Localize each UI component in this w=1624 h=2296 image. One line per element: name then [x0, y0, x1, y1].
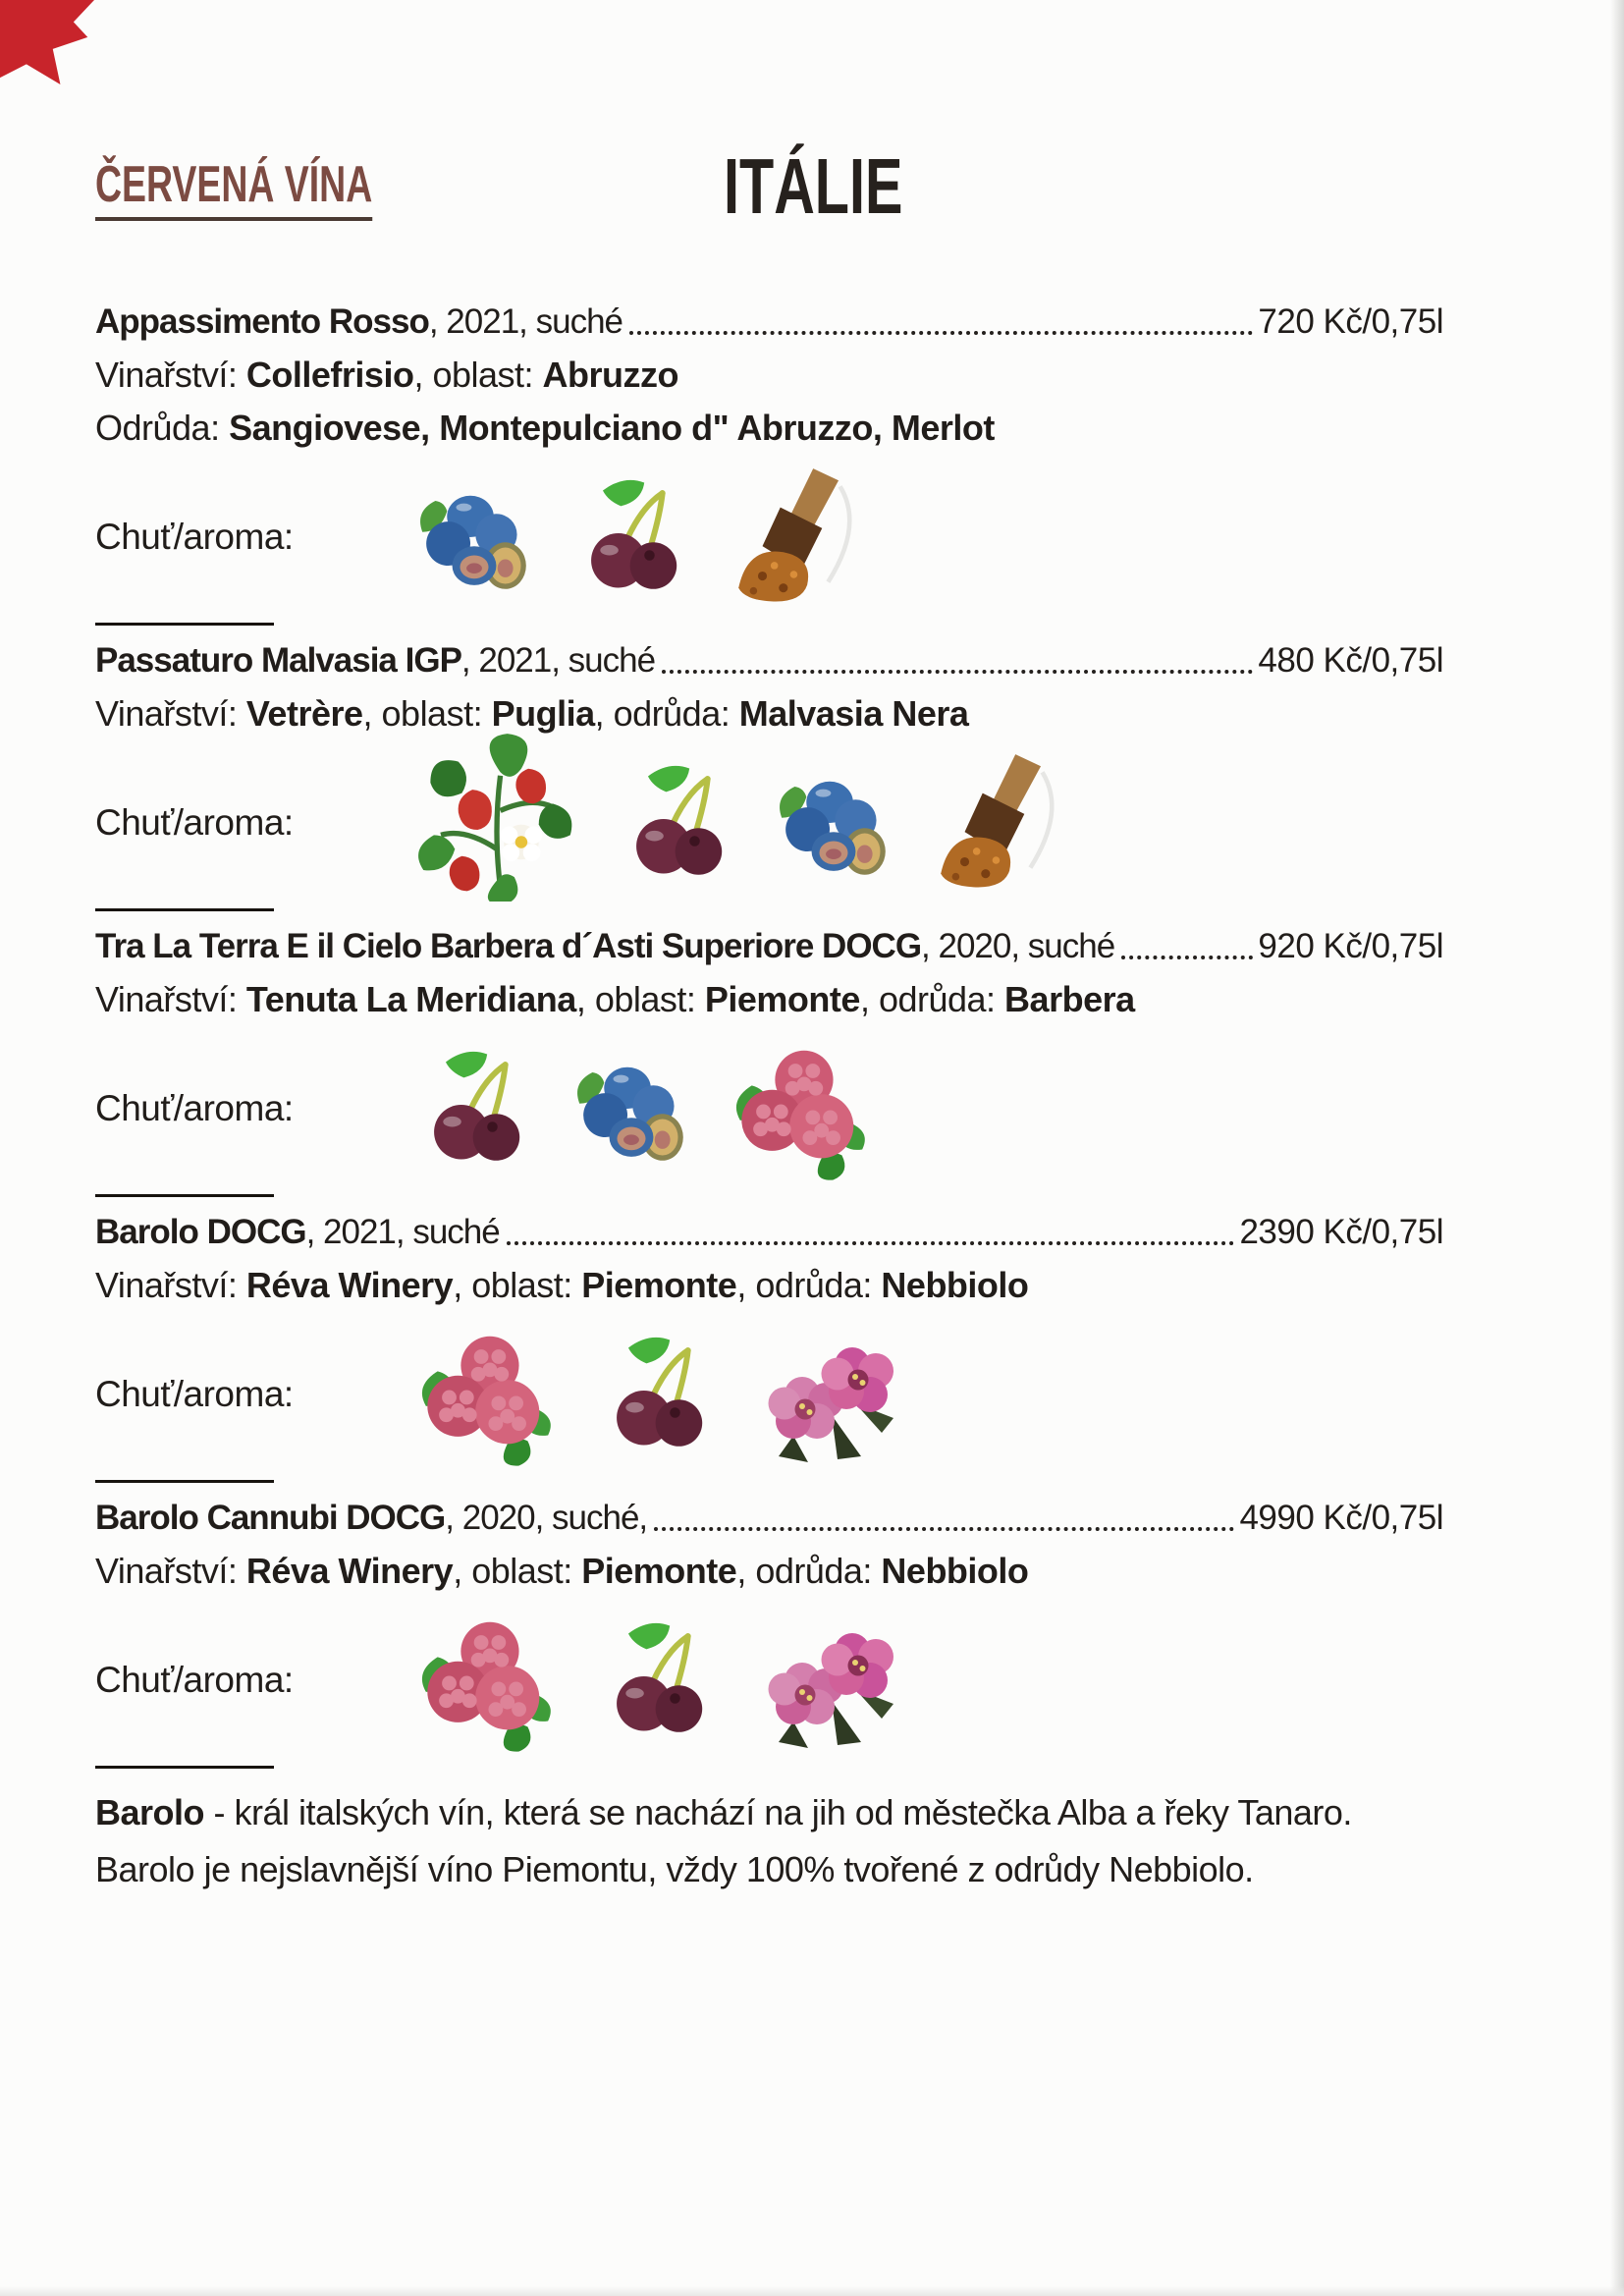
wine-name — [95, 1211, 500, 1254]
info-label: Vinařství: — [95, 979, 246, 1019]
barolo-line2-text: Barolo je nejslavnější víno Piemontu, vždy 100% tvořené z odrůdy Nebbiolo. — [95, 1849, 1254, 1889]
wine-name-bold: Barolo Cannubi DOCG — [95, 1499, 446, 1537]
aroma-label: Chuť/aroma: — [95, 1088, 294, 1128]
info-value: Piemonte — [581, 1551, 737, 1591]
info-value: Réva Winery — [245, 1265, 454, 1305]
info-value: Collefrisio — [245, 355, 414, 395]
aroma-row — [95, 1321, 1443, 1468]
wine-price: 920 Kč/0,75l — [1258, 927, 1443, 965]
wine-subtitle: , 2021, suché — [460, 641, 656, 680]
country-title-italy: ITÁLIE — [724, 142, 903, 230]
info-value: Sangiovese, Montepulciano d" Abruzzo, Merlot — [229, 408, 995, 448]
barolo-description-line2 — [95, 1841, 1443, 1898]
info-value: Réva Winery — [245, 1551, 454, 1591]
aroma-icons — [409, 463, 873, 612]
aroma-label: Chuť/aroma: — [95, 802, 294, 843]
info-label: , oblast: — [362, 693, 492, 734]
aroma-icons — [409, 1036, 879, 1181]
aroma-row — [95, 749, 1443, 897]
raspberry-icon — [409, 1322, 565, 1467]
raspberry-icon — [409, 1608, 565, 1753]
info-label: , oblast: — [575, 979, 705, 1019]
plum-icon — [567, 1044, 696, 1174]
aroma-label: Chuť/aroma: — [95, 1374, 294, 1414]
wine-name — [95, 301, 623, 344]
info-label: , odrůda: — [859, 979, 1005, 1019]
aroma-label: Chuť/aroma: — [95, 517, 294, 557]
info-value: Barbera — [1004, 979, 1135, 1019]
info-value: Piemonte — [704, 979, 860, 1019]
spice-icon — [724, 463, 873, 612]
wine-name — [95, 639, 655, 683]
info-value: Nebbiolo — [881, 1265, 1029, 1305]
info-label: , oblast: — [453, 1265, 582, 1305]
wine-name-bold: Passaturo Malvasia IGP — [95, 641, 461, 680]
wine-name — [95, 925, 1114, 968]
wine-subtitle: , 2020, suché, — [445, 1499, 648, 1537]
info-value: Malvasia Nera — [738, 693, 969, 734]
barolo-lead-word: Barolo — [95, 1792, 205, 1832]
info-label: Vinařství: — [95, 1551, 246, 1591]
info-value: Vetrère — [245, 693, 363, 734]
barolo-line1-text: - král italských vín, která se nachází na jih od městečka Alba a řeky Tanaro. — [204, 1792, 1352, 1832]
info-value: Puglia — [491, 693, 595, 734]
dotted-leader — [662, 670, 1253, 674]
info-value: Nebbiolo — [881, 1551, 1029, 1591]
wine-title-row — [95, 301, 1443, 344]
aroma-icons — [409, 744, 1075, 902]
info-label: , oblast: — [453, 1551, 582, 1591]
barolo-description-line1 — [95, 1784, 1443, 1841]
section-title-red-wines: ČERVENÁ VÍNA — [95, 155, 372, 221]
strawberry-icon — [409, 727, 584, 902]
scan-corner-artifact — [0, 0, 94, 84]
info-label: , odrůda: — [736, 1551, 882, 1591]
spice-icon — [926, 748, 1075, 898]
wine-name-bold: Tra La Terra E il Cielo Barbera d´Asti Superiore DOCG — [95, 927, 922, 965]
barolo-description — [95, 1784, 1443, 1898]
scan-edge-shadow-bottom — [0, 2286, 1624, 2296]
wine-subtitle: , 2021, suché — [428, 302, 623, 341]
wine-entry-appassimento-rosso — [95, 301, 1443, 626]
wine-subtitle: , 2021, suché — [305, 1213, 500, 1251]
aroma-row — [95, 1035, 1443, 1182]
info-value: Tenuta La Meridiana — [245, 979, 576, 1019]
info-label: Vinařství: — [95, 693, 246, 734]
aroma-row — [95, 464, 1443, 611]
scan-edge-shadow-right — [1610, 0, 1624, 2296]
wine-entry-barolo-cannubi-docg — [95, 1497, 1443, 1769]
cherry-icon — [612, 758, 741, 888]
raspberry-icon — [724, 1036, 879, 1181]
info-label: , odrůda: — [594, 693, 739, 734]
wine-title-row — [95, 1497, 1443, 1540]
dotted-leader — [1121, 956, 1253, 959]
wine-info-line — [95, 407, 1443, 450]
info-label: Vinařství: — [95, 1265, 246, 1305]
dotted-leader — [654, 1527, 1234, 1531]
dotted-leader — [629, 331, 1253, 335]
wine-info-line — [95, 978, 1443, 1021]
rose-icon — [749, 1321, 914, 1468]
wine-name-bold: Barolo DOCG — [95, 1213, 306, 1251]
handwriting-line — [95, 1766, 274, 1769]
wine-name — [95, 1497, 647, 1540]
info-label: , odrůda: — [736, 1265, 882, 1305]
wine-name-bold: Appassimento Rosso — [95, 302, 429, 341]
aroma-label: Chuť/aroma: — [95, 1660, 294, 1700]
info-value: Abruzzo — [542, 355, 678, 395]
aroma-icons — [409, 1607, 914, 1754]
cherry-icon — [592, 1615, 722, 1745]
dotted-leader — [507, 1241, 1235, 1245]
handwriting-line — [95, 1480, 274, 1483]
wine-price: 2390 Kč/0,75l — [1239, 1213, 1443, 1251]
wine-entry-barolo-docg — [95, 1211, 1443, 1483]
cherry-icon — [567, 472, 696, 602]
plum-icon — [769, 758, 898, 888]
cherry-icon — [592, 1330, 722, 1459]
wine-price: 480 Kč/0,75l — [1258, 641, 1443, 680]
wine-info-line — [95, 354, 1443, 397]
page-header — [95, 142, 1443, 230]
wine-info-line — [95, 1550, 1443, 1593]
info-label: Vinařství: — [95, 355, 246, 395]
aroma-icons — [409, 1321, 914, 1468]
info-value: Piemonte — [581, 1265, 737, 1305]
wine-price: 720 Kč/0,75l — [1258, 302, 1443, 341]
info-label: Odrůda: — [95, 408, 230, 448]
info-label: , oblast: — [413, 355, 543, 395]
aroma-row — [95, 1607, 1443, 1754]
rose-icon — [749, 1607, 914, 1754]
wine-price: 4990 Kč/0,75l — [1239, 1499, 1443, 1537]
wine-info-line — [95, 1264, 1443, 1307]
wine-title-row — [95, 1211, 1443, 1254]
wine-info-line — [95, 692, 1443, 736]
cherry-icon — [409, 1044, 539, 1174]
plum-icon — [409, 472, 539, 602]
wine-title-row — [95, 639, 1443, 683]
wine-entry-passaturo-malvasia — [95, 639, 1443, 911]
handwriting-line — [95, 908, 274, 911]
handwriting-line — [95, 623, 274, 626]
handwriting-line — [95, 1194, 274, 1197]
wine-entry-tra-la-terra-barbera — [95, 925, 1443, 1197]
wine-subtitle: , 2020, suché — [921, 927, 1115, 965]
wine-title-row — [95, 925, 1443, 968]
